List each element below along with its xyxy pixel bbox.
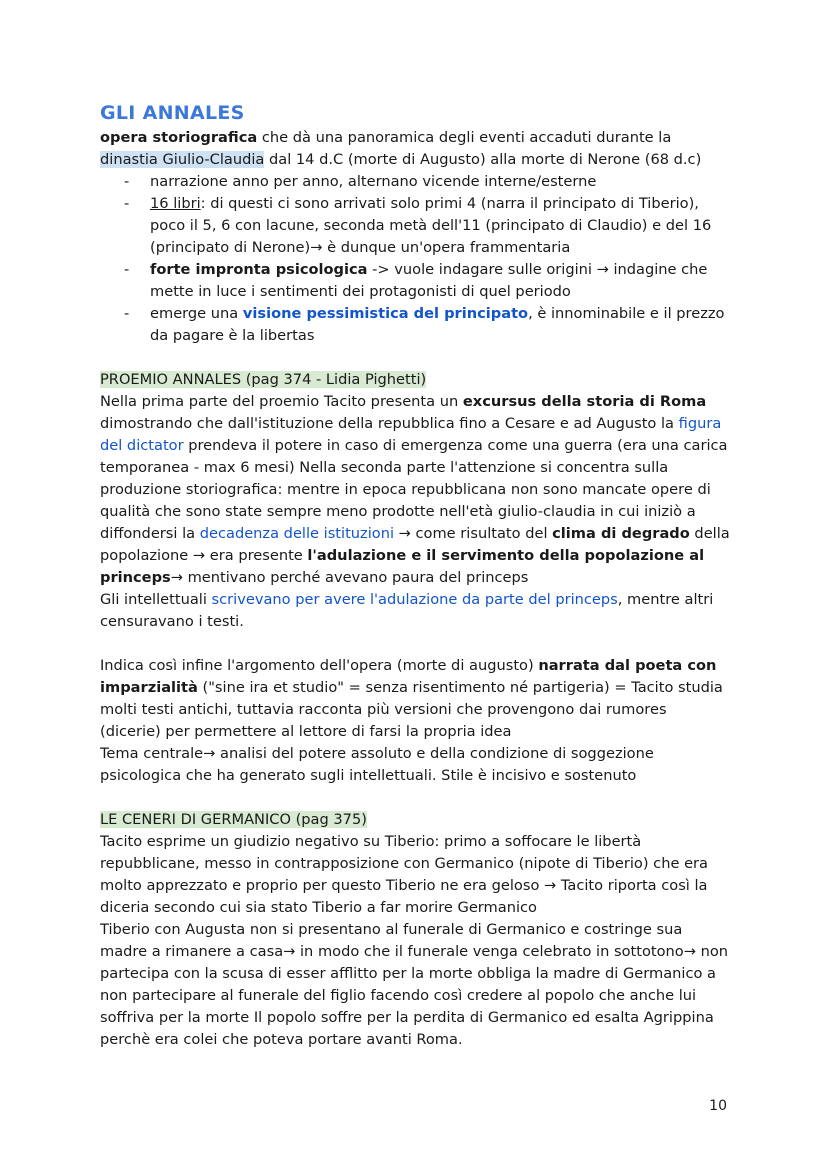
- proemio-p2-t1: Gli intellettuali: [100, 591, 212, 608]
- intro-paragraph: [100, 127, 730, 171]
- proemio-p3-t2: ("sine ira et studio" = senza risentimento né partigeria) = Tacito studia molti testi antichi, tuttavia racconta più versioni che provengono dai rumores (dicerie) per permettere al lettore di farsi la propria idea: [100, 679, 723, 740]
- proemio-p1-blue2: decadenza delle istituzioni: [199, 525, 394, 542]
- proemio-p1-t5: della popolazione → era presente: [100, 525, 730, 564]
- proemio-p1-t4: → come risultato del: [394, 525, 553, 542]
- proemio-p3-b1: narrata dal poeta con imparzialità: [100, 657, 717, 696]
- germanico-heading-line: [100, 809, 730, 831]
- bullet-item-3: [100, 259, 730, 303]
- proemio-p1-t6: → mentivano perché avevano paura del princeps: [170, 569, 529, 586]
- proemio-p1-b3: l'adulazione e il servimento della popolazione al princeps: [100, 547, 705, 586]
- proemio-paragraph-1: [100, 391, 730, 589]
- page-number: 10: [709, 1098, 727, 1114]
- bullet-3-text: -> vuole indagare sulle origini → indagine che mette in luce i sentimenti dei protagonisti di quel periodo: [150, 261, 708, 300]
- proemio-paragraph-2: [100, 589, 730, 633]
- proemio-p1-blue1: figura del dictator: [100, 415, 722, 454]
- bullet-2-text: : di questi ci sono arrivati solo primi 4 (narra il principato di Tiberio), poco il 5, 6 con lacune, seconda metà dell'11 (principato di Claudio) e del 16 (principato di Nerone)→ è dunque un'opera frammentaria: [150, 195, 712, 256]
- proemio-p3-t1: Indica così infine l'argomento dell'opera (morte di augusto): [100, 657, 539, 674]
- proemio-p1-t3: prendeva il potere in caso di emergenza come una guerra (era una carica temporanea - max 6 mesi) Nella seconda parte l'attenzione si concentra sulla produzione storiografica: mentre in epoca repubblicana non sono mancate opere di qualità che sono state sempre meno prodotte nell'età giulio-claudia in cui iniziò a diffondersi la: [100, 437, 728, 542]
- bullet-list: [100, 171, 730, 347]
- proemio-p1-b1: excursus della storia di Roma: [462, 393, 707, 410]
- bullet-4-text-2: , è innominabile e il prezzo da pagare è la libertas: [150, 305, 725, 344]
- proemio-p2-blue: scrivevano per avere l'adulazione da parte del princeps: [211, 591, 618, 608]
- proemio-p1-t1: Nella prima parte del proemio Tacito presenta un: [100, 393, 463, 410]
- germanico-paragraph-2: Tiberio con Augusta non si presentano al funerale di Germanico e costringe sua madre a rimanere a casa→ in modo che il funerale venga celebrato in sottotono→ non partecipa con la scusa di esser afflitto per la morte obbliga la madre di Germanico a non partecipare al funerale del figlio facendo così credere al popolo che anche lui soffriva per la morte Il popolo soffre per la perdita di Germanico ed esalta Agrippina perchè era colei che poteva portare avanti Roma.: [100, 921, 729, 1048]
- page-title: GLI ANNALES: [100, 102, 245, 124]
- bullet-4-text-1: emerge una: [150, 305, 243, 322]
- proemio-paragraph-3: [100, 655, 730, 743]
- germanico-heading: LE CENERI DI GERMANICO (pag 375): [100, 811, 367, 828]
- germanico-paragraph-1: Tacito esprime un giudizio negativo su Tiberio: primo a soffocare le libertà repubblicane, messo in contrapposizione con Germanico (nipote di Tiberio) che era molto apprezzato e proprio per questo Tiberio ne era geloso → Tacito riporta così la diceria secondo cui sia stato Tiberio a far morire Germanico: [100, 833, 708, 916]
- proemio-heading: PROEMIO ANNALES (pag 374 - Lidia Pighetti): [100, 371, 427, 388]
- bullet-item-1: [100, 171, 730, 193]
- proemio-p1-b2: clima di degrado: [552, 525, 690, 542]
- proemio-p2-t2: , mentre altri censuravano i testi.: [100, 591, 714, 630]
- bullet-item-2: [100, 193, 730, 259]
- bullet-4-blue: visione pessimistica del principato: [242, 305, 529, 322]
- page-content: [100, 100, 730, 1051]
- intro-text-2: dal 14 d.C (morte di Augusto) alla morte di Nerone (68 d.c): [264, 151, 702, 168]
- dynasty-highlight: dinastia Giulio-Claudia: [100, 151, 265, 168]
- intro-text-1: che dà una panoramica degli eventi accaduti durante la: [257, 129, 672, 146]
- bullet-item-4: [100, 303, 730, 347]
- intro-bold: opera storiografica: [100, 129, 258, 146]
- proemio-paragraph-4: Tema centrale→ analisi del potere assoluto e della condizione di soggezione psicologica che ha generato sugli intellettuali. Stile è incisivo e sostenuto: [100, 745, 654, 784]
- bullet-3-bold: forte impronta psicologica: [150, 261, 368, 278]
- bullet-1-text: narrazione anno per anno, alternano vicende interne/esterne: [150, 173, 597, 190]
- bullet-2-underline: 16 libri: [150, 195, 201, 212]
- proemio-p1-t2: dimostrando che dall'istituzione della repubblica fino a Cesare e ad Augusto la: [100, 415, 679, 432]
- proemio-heading-line: [100, 369, 730, 391]
